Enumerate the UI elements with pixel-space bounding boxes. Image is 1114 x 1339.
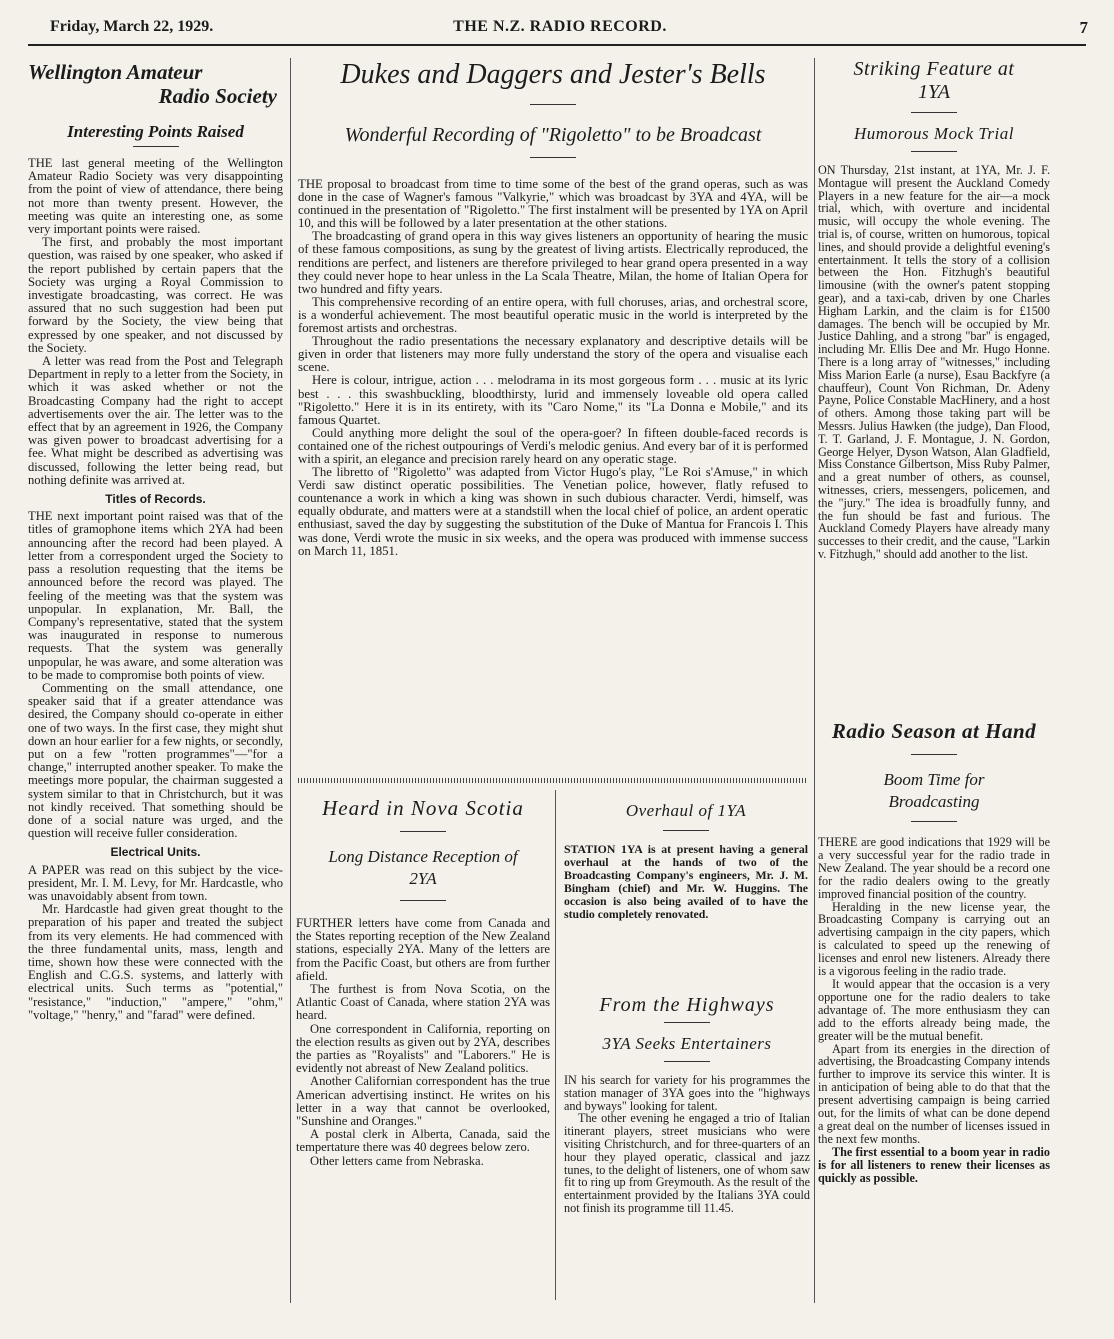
headline: From the Highways (599, 994, 775, 1016)
paragraph: The broadcasting of grand opera in this way gives listeners an opportunity of hearing the music of these famous compositions, as sung by the greatest of living artists. Electrically reproduced, the renditions are perfect, and listeners are therefore privileged to hear grand opera presented in a way they could never hope to hear unless in the La Scala Theatre, Milan, the home of Italian Opera for two hundred and fifty years. (298, 229, 808, 296)
headline-line-1: Wellington Amateur (28, 60, 203, 84)
article-subtitle: Interesting Points Raised (67, 122, 244, 141)
section-heading: Titles of Records. (105, 492, 206, 507)
section-rule (133, 146, 179, 147)
section-rule (664, 1022, 710, 1023)
headline-line-2: 1YA (918, 81, 950, 103)
column-divider-right (814, 58, 815, 1303)
paragraph: Apart from its energies in the direction of advertising, the Broadcasting Company intends further to improve its service this winter. It is in anticipation of being able to do that that the present advertising campaign is being carried out, for the limits of what can be done depend a great deal on the number of licenses issued in the next few months. (818, 1041, 1050, 1146)
article-rigoletto (298, 58, 808, 778)
section-rule (911, 151, 957, 152)
paragraph: Throughout the radio presentations the necessary explanatory and descriptive details will be given in order that listeners may more fully understand the story of the opera and visualise each scene. (298, 334, 808, 375)
section-rule (400, 831, 446, 832)
paragraph: The libretto of "Rigoletto" was adapted from Victor Hugo's play, "Le Roi s'Amuse," in which Verdi saw distinct operatic possibilities. The Venetian police, however, flatly refused to countenance a work in which a king was shown in such dubious character. Verdi, himself, was equally obdurate, and matters were at a standstill when the local chief of police, an ardent operatic enthusiast, saved the day by suggesting the substitution of the Duke of Mantua for Francois I. This was done, Verdi wrote the music in six weeks, and the opera was produced with immense success on March 11, 1851. (298, 465, 808, 558)
section-rule (911, 112, 957, 113)
dotted-separator (298, 778, 808, 783)
paragraph: One correspondent in California, reporting on the election results as given out by 2YA, describes the parties as "Royalists" and "Laborers." He is evidently not abreast of New Zealand politics. (296, 1021, 550, 1076)
headline: Radio Season at Hand (831, 719, 1037, 743)
header-rule (28, 44, 1086, 46)
headline-line-1: Striking Feature at (853, 58, 1015, 80)
article-body (818, 836, 1050, 1184)
paragraph: THE proposal to broadcast from time to time some of the best of the grand operas, such as was done in the case of Wagner's famous "Valkyrie," which was broadcast by 3YA and 4YA, will be continued in the presentation of "Rigoletto." The first instalment will be presented by 1YA on April 10, and this will be followed by a later presentation at the other stations. (298, 177, 808, 231)
article-subtitle: Boom Time for Broadcasting (883, 770, 985, 811)
paragraph: Another Californian correspondent has the true American advertising instinct. He writes on his letter in a way that cannot be overlooked, "Sunshine and Oranges." (296, 1074, 550, 1129)
column-divider-center (555, 790, 556, 1300)
article-radio-season (818, 718, 1050, 1303)
article-subtitle: 3YA Seeks Entertainers (602, 1034, 772, 1053)
article-highways (564, 992, 810, 1302)
article-body (564, 1074, 810, 1215)
paragraph: A letter was read from the Post and Telegraph Department in reply to a letter from the Society, in which it was asked whether or not the Broadcasting Company had the right to accept advertisements over the air. The letter was to the effect that by an agreement in 1926, the Company was given power to broadcast advertising for a fee. What might be described as advertising was discussed, following the letter being read, but nothing definite was arrived at. (28, 354, 283, 487)
paragraph: Other letters came from Nebraska. (310, 1153, 484, 1168)
section-rule (530, 157, 576, 158)
article-subtitle: Wonderful Recording of "Rigoletto" to be Broadcast (344, 124, 762, 146)
section-rule (911, 821, 957, 822)
paragraph: THE next important point raised was that of the titles of gramophone items which 2YA had been announcing after the record had been played. A letter from a correspondent urged the Society to pass a resolution requesting that the items be announced before the record was played. The feeling of the meeting was that the system was unpopular. In explanation, Mr. Ball, the Company's representative, stated that the system was inaugurated in response to numerous requests. That the system was generally unpopular, he was aware, and some alteration was to be made to compromise both points of view. (28, 509, 283, 682)
headline: Overhaul of 1YA (625, 801, 747, 820)
article-overhaul (564, 800, 808, 970)
section-rule (530, 104, 576, 105)
section-rule (663, 830, 709, 831)
issue-date: Friday, March 22, 1929. (50, 18, 214, 35)
article-wellington-society (28, 60, 283, 1305)
section-heading: Electrical Units. (110, 845, 201, 860)
article-body (296, 917, 550, 1168)
paragraph: IN his search for variety for his programmes the station manager of 3YA goes into the "highways and byways" looking for talent. (564, 1073, 810, 1113)
paragraph: Commenting on the small attendance, one speaker said that if a greater attendance was desired, the Company should co-operate in either one of two ways. In the first case, they might shut down an hour earlier for a few nights, or secondly, put on a few "rotten programmes"—"for a change," interrupted another speaker. To make the meetings more popular, the chairman suggested a system similar to that in Christchurch, but it was not kindly received. That something should be done of a social nature was urged, and the question will receive fuller consideration. (28, 680, 283, 841)
paragraph: Here is colour, intrigue, action . . . melodrama in its most gorgeous form . . . music at its lyric best . . . this swashbuckling, bloodthirsty, lurid and immensely loveable old opera called "Rigoletto." Here it is in its entirety, with its "Caro Nome," its "La Donna e Mobile," and its famous Quartet. (298, 373, 808, 427)
article-body (818, 164, 1050, 561)
paragraph: A postal clerk in Alberta, Canada, said the tempertature there was 40 degrees below zero. (296, 1127, 550, 1155)
headline: Heard in Nova Scotia (322, 796, 524, 820)
section-rule (911, 754, 957, 755)
article-nova-scotia (296, 795, 550, 1300)
paragraph: This comprehensive recording of an entire opera, with full choruses, arias, and orchestral score, is a wonderful achievement. The most beautiful operatic music in the world is interpreted by the foremost artists and orchestras. (298, 294, 808, 336)
paragraph: A PAPER was read on this subject by the vice-president, Mr. I. M. Levy, for Mr. Hardcastle, who was unavoidably absent from town. (28, 862, 283, 903)
paragraph: ON Thursday, 21st instant, at 1YA, Mr. J. F. Montague will present the Auckland Comedy Players in a new feature for the air—a mock trial, which, with overture and incidental music, will occupy the whole evening. The trial is, of course, written on humorous, topical lines, and should provide a delightful evening's entertainment. It tells the story of a collision between the Hon. Fitzhugh's beautiful limousine (with the owner's patent stopping gear), and a taxi-cab, driven by one Charles Higham Larkin, and the claim is for £1500 damages. The bench will be occupied by Mr. Justice Dahling, and a strong "bar" is engaged, including Mr. Ellis Dee and Mr. Hugo Honne. There is a long array of "witnesses," including Miss Marion Earle (a nurse), Esau Backfyre (a chauffeur), Count Von Richman, Dr. Adeny Payne, Police Constable MacHinery, and a host of others. Among those taking part will be Messrs. Julius Hawken (the judge), Dan Flood, T. T. Garland, J. F. Montague, J. N. Gordon, George Helyer, Dyson Watson, Alan Gladfield, Miss Constance Gilbertson, Miss Ruby Palmer, and a great number of others, as counsel, witnesses, criers, messengers, policemen, and the "jury." The idea is broadfully funny, and the fun should be fast and furious. The Auckland Comedy Players have already many successes to their credit, and the cause, "Larkin v. Fitzhugh," should add another to the list. (818, 163, 1050, 561)
paragraph: The first, and probably the most important question, was raised by one speaker, who asked if the report published by certain papers that the Society was urging a Royal Commission to investigate broadcasting, was correct. He was assured that no such suggestion had been put forward by the Society, the view being that expressed by one speaker, and not discussed by the Society. (28, 235, 283, 355)
section-rule (400, 900, 446, 901)
column-divider-left (290, 58, 291, 1303)
paragraph: THE last general meeting of the Wellington Amateur Radio Society was very disappointing from the point of view of attendance, there being not more than twenty present. However, the meeting was quite an interesting one, as some very important points were raised. (28, 156, 283, 237)
paragraph: The furthest is from Nova Scotia, on the Atlantic Coast of Canada, where station 2YA was heard. (296, 982, 550, 1023)
paragraph: STATION 1YA is at present having a general overhaul at the hands of two of the Broadcasting Company's engineers, Mr. J. M. Bingham (chief) and Mr. W. Huggins. The occasion is also being availed of to have the studio completely renovated. (564, 842, 808, 921)
paragraph: The other evening he engaged a trio of Italian itinerant players, street musicians who were visiting Christchurch, and for three-quarters of an hour they played operatic, classical and jazz tunes, to the delight of listeners, one of whom saw fit to ring up from Greymouth. As the result of the entertainment provided by the Italians 3YA could not finish its programme till 11.45. (564, 1111, 810, 1215)
article-subtitle: Long Distance Reception of 2YA (328, 847, 518, 888)
article-body (28, 157, 283, 1022)
section-rule (664, 1061, 710, 1062)
article-mock-trial (818, 58, 1050, 698)
paragraph: Could anything more delight the soul of the opera-goer? In fifteen double-faced records is contained one of the richest outpourings of Verdi's melodic genius. And every bar of it is performed with a spirit, an elegance and precision rarely heard on any operatic stage. (298, 425, 808, 466)
article-subtitle: Humorous Mock Trial (854, 124, 1014, 143)
paragraph: FURTHER letters have come from Canada and the States reporting reception of the New Zealand stations, especially 2YA. Many of the letters are from the Pacific Coast, but others are from further afield. (296, 916, 550, 983)
paragraph: It would appear that the occasion is a very opportune one for the radio dealers to take advantage of. The more enthusiasm they can add to the efforts already being made, the greater will be the mutual benefit. (818, 976, 1050, 1043)
headline-line-2: Radio Society (158, 84, 277, 108)
publication-title: THE N.Z. RADIO RECORD. (453, 18, 667, 35)
paragraph: Mr. Hardcastle had given great thought to the preparation of his paper and treated the subject from its very elements. He had commenced with the three fundamental units, mass, length and time, shown how these were connected with the English and C.G.S. systems, and latterly with electrical units. Such terms as "potential," "resistance," "induction," "ampere," "ohm," "voltage," "henry," and "farad" were defined. (28, 902, 283, 1022)
article-body (564, 843, 808, 921)
paragraph: THERE are good indications that 1929 will be a very successful year for the radio trade in New Zealand. The year should be a record one for the radio dealers owing to the greatly improved financial position of the country. (818, 835, 1050, 901)
headline: Dukes and Daggers and Jester's Bells (340, 59, 766, 90)
article-body (298, 178, 808, 558)
page-header (30, 18, 1090, 40)
paragraph: The first essential to a boom year in radio is for all listeners to renew their licenses as quickly as possible. (818, 1144, 1050, 1185)
paragraph: Heralding in the new license year, the Broadcasting Company is carrying out an advertising campaign in the city papers, which is calculated to speed up the renewing of licenses and enrol new listeners. Already there is a vigorous feeling in the radio trade. (818, 899, 1050, 979)
page-number: 7 (1079, 18, 1088, 37)
